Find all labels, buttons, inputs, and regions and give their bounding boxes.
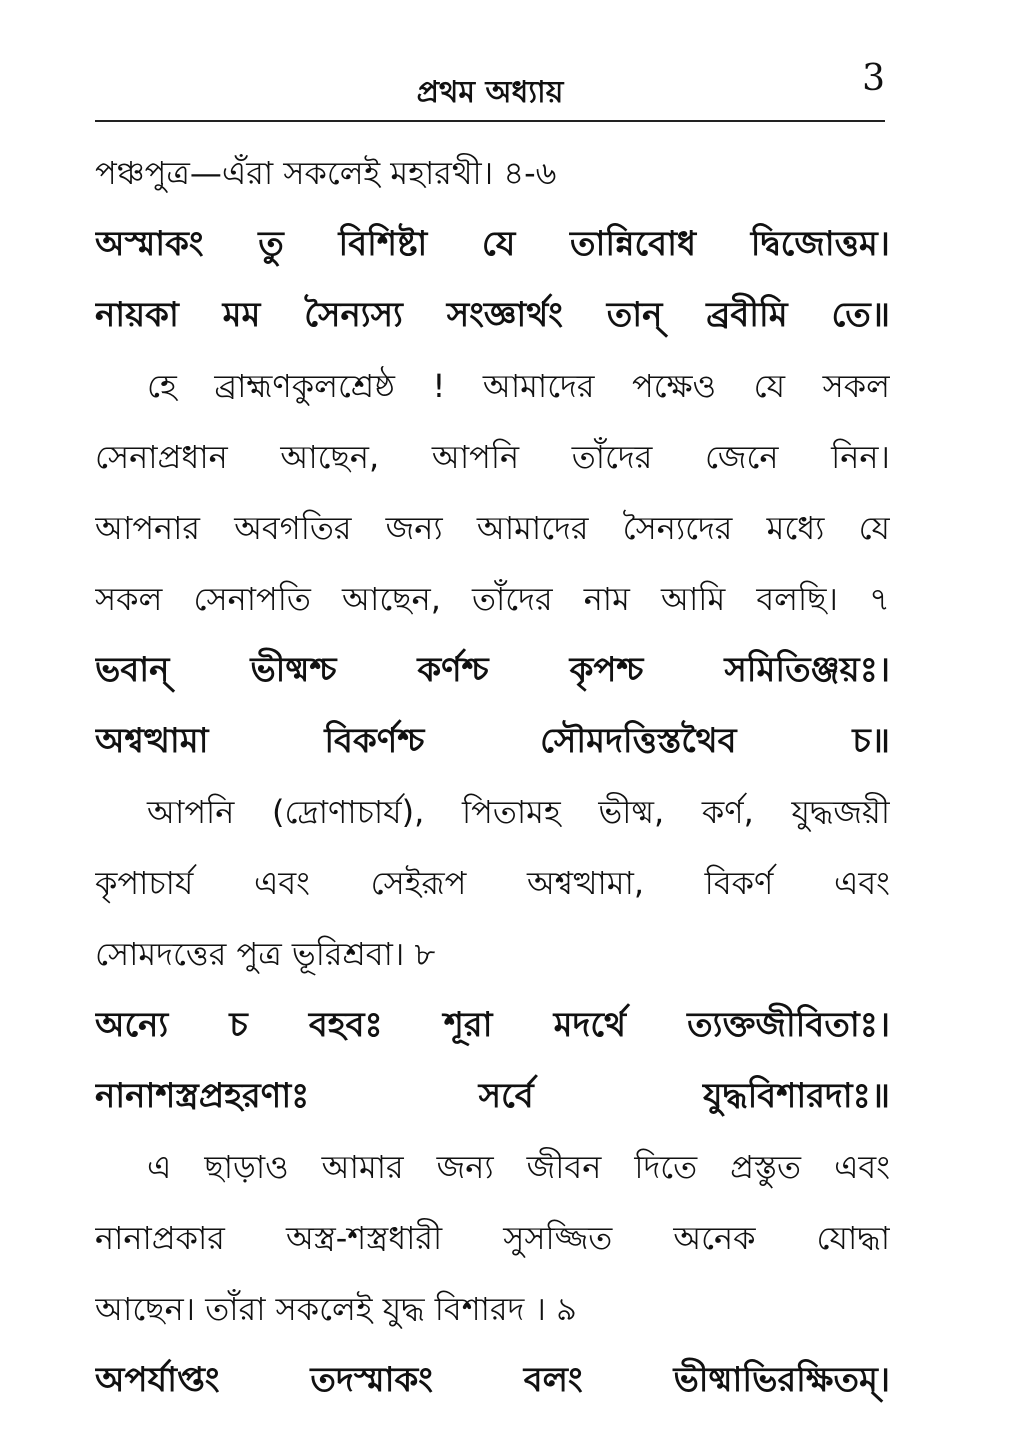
word: যে xyxy=(858,509,890,547)
word: জন্য xyxy=(385,509,443,547)
word: যোদ্ধা xyxy=(816,1219,890,1257)
word: জেনে xyxy=(704,438,779,476)
word: বলছি। xyxy=(756,580,838,618)
word: ছাড়াও xyxy=(204,1148,289,1186)
word: নায়কা xyxy=(95,295,179,335)
word: মহারথী। xyxy=(390,154,494,192)
prose-line xyxy=(95,848,890,919)
sloka-line xyxy=(95,635,890,706)
word: সৈন্যস্য xyxy=(304,295,403,335)
word: যে xyxy=(481,224,516,264)
word: সকলেই xyxy=(283,154,381,192)
word: অস্মাকং xyxy=(95,224,204,264)
word: সোমদত্তের xyxy=(95,935,227,973)
word: সকল xyxy=(822,367,890,405)
word: আপনি xyxy=(431,438,520,476)
prose-line xyxy=(95,777,890,848)
prose-line xyxy=(95,1274,890,1345)
word: অশ্বত্থামা xyxy=(95,721,209,761)
word: দ্বিজোত্তম। xyxy=(750,224,890,264)
word: অনেক xyxy=(673,1219,756,1257)
prose-line xyxy=(95,1132,890,1203)
word: অবগতির xyxy=(234,509,352,547)
word: তান্ xyxy=(606,295,663,335)
prose-line xyxy=(95,351,890,422)
word: নানাপ্রকার xyxy=(95,1219,225,1257)
prose-line xyxy=(95,1203,890,1274)
word: অশ্বত্থামা, xyxy=(527,864,645,902)
word: পঞ্চপুত্র—এঁরা xyxy=(95,154,274,192)
word: আপনার xyxy=(95,509,201,547)
word: ৪-৬ xyxy=(503,154,557,192)
word: তাঁদের xyxy=(571,438,653,476)
word: ৯ xyxy=(556,1290,577,1328)
word: আমাদের xyxy=(482,367,595,405)
prose-line xyxy=(95,422,890,493)
word: সকল xyxy=(95,580,163,618)
word: ত্যক্তজীবিতাঃ। xyxy=(687,1005,890,1045)
word: কৃপশ্চ xyxy=(569,650,644,690)
word: মধ্যে xyxy=(766,509,825,547)
word: ভবান্ xyxy=(95,650,170,690)
word: আমাদের xyxy=(476,509,589,547)
word: বলং xyxy=(523,1360,583,1400)
word: তান্নিবোধ xyxy=(570,224,697,264)
sloka-line xyxy=(95,706,890,777)
page-body xyxy=(95,138,890,1416)
prose-line xyxy=(95,493,890,564)
word: সমিতিঞ্জয়ঃ। xyxy=(724,650,890,690)
word: চ॥ xyxy=(852,721,890,761)
word: ব্রবীমি xyxy=(706,295,788,335)
word: জীবন xyxy=(526,1148,602,1186)
word: বিকর্ণ xyxy=(704,864,774,902)
word: শূরা xyxy=(443,1005,493,1045)
prose-line xyxy=(95,138,890,209)
word: কর্ণ, xyxy=(701,793,754,831)
word: ব্রাহ্মণকুলশ্রেষ্ঠ xyxy=(214,367,395,405)
word: ভূরিশ্রবা। xyxy=(291,935,405,973)
prose-line xyxy=(95,564,890,635)
word: জন্য xyxy=(436,1148,494,1186)
word: আপনি xyxy=(147,793,235,831)
word: অপর্যাপ্তং xyxy=(95,1360,220,1400)
word: নানাশস্ত্রপ্রহরণাঃ xyxy=(95,1076,310,1116)
word: হে xyxy=(147,367,177,405)
word: অন্যে xyxy=(95,1005,169,1045)
word: ভীষ্মশ্চ xyxy=(250,650,337,690)
sloka-line xyxy=(95,280,890,351)
word: যুদ্ধবিশারদাঃ॥ xyxy=(703,1076,890,1116)
word: সৌমদত্তিস্তথৈব xyxy=(540,721,737,761)
word: পক্ষেও xyxy=(632,367,717,405)
sloka-line xyxy=(95,209,890,280)
word: এবং xyxy=(254,864,310,902)
word: মম xyxy=(222,295,261,335)
prose-line xyxy=(95,919,890,990)
word: তু xyxy=(258,224,284,264)
word: ৮ xyxy=(414,935,436,973)
word: এবং xyxy=(834,1148,890,1186)
word: বিকর্ণশ্চ xyxy=(324,721,425,761)
word: আমি xyxy=(660,580,726,618)
word: প্রস্তুত xyxy=(730,1148,802,1186)
word: এ xyxy=(147,1148,172,1186)
word: যুদ্ধ xyxy=(382,1290,425,1328)
word: পিতামহ xyxy=(461,793,561,831)
word: অস্ত্র-শস্ত্রধারী xyxy=(286,1219,443,1257)
word: পুত্র xyxy=(236,935,282,973)
word: সৈন্যদের xyxy=(622,509,733,547)
page-number: 3 xyxy=(862,58,885,99)
word: সুসজ্জিত xyxy=(503,1219,613,1257)
word: ৭ xyxy=(869,580,890,618)
word: ভীষ্মাভিরক্ষিতম্। xyxy=(673,1360,890,1400)
word: তে॥ xyxy=(831,295,890,335)
word: সেনাপ্রধান xyxy=(95,438,228,476)
word: বিশারদ xyxy=(434,1290,525,1328)
word: কৃপাচার্য xyxy=(95,864,194,902)
word: দিতে xyxy=(634,1148,698,1186)
word: যে xyxy=(753,367,786,405)
word: যুদ্ধজয়ী xyxy=(791,793,890,831)
word: আছেন, xyxy=(280,438,380,476)
word: সংজ্ঞার্থং xyxy=(446,295,563,335)
word: বহবঃ xyxy=(308,1005,383,1045)
word: তদস্মাকং xyxy=(310,1360,433,1400)
sloka-line xyxy=(95,1345,890,1416)
word: । xyxy=(534,1290,546,1328)
word: সকলেই xyxy=(275,1290,373,1328)
word: আছেন, xyxy=(342,580,441,618)
word: ভীষ্ম, xyxy=(598,793,665,831)
sloka-line xyxy=(95,990,890,1061)
word: সেইরূপ xyxy=(370,864,467,902)
word: এবং xyxy=(834,864,890,902)
word: সর্বে xyxy=(478,1076,534,1116)
word: নাম xyxy=(583,580,630,618)
word: আছেন। xyxy=(95,1290,196,1328)
word: মদর্থে xyxy=(553,1005,627,1045)
word: নিন। xyxy=(831,438,890,476)
word: (দ্রোণাচার্য), xyxy=(271,793,425,831)
word: সেনাপতি xyxy=(193,580,311,618)
chapter-title: প্রথম অধ্যায় xyxy=(416,75,564,110)
word: ! xyxy=(432,367,446,405)
word: তাঁদের xyxy=(472,580,553,618)
word: তাঁরা xyxy=(205,1290,266,1328)
sloka-line xyxy=(95,1061,890,1132)
page-header xyxy=(95,60,885,122)
word: চ xyxy=(229,1005,248,1045)
word: বিশিষ্টা xyxy=(338,224,428,264)
word: আমার xyxy=(321,1148,404,1186)
word: কর্ণশ্চ xyxy=(417,650,489,690)
